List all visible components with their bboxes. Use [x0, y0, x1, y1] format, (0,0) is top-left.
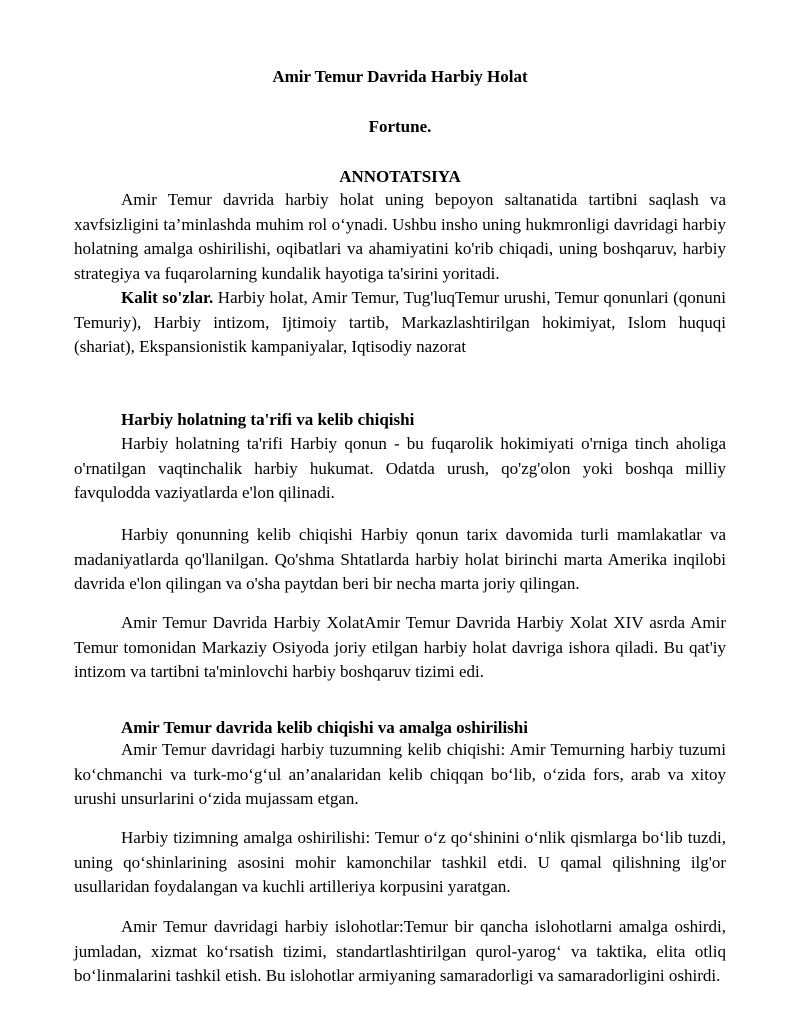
annotation-heading: ANNOTATSIYA: [339, 167, 461, 186]
section2-p1-text: Amir Temur davridagi harbiy tuzumning kelib chiqishi: Amir Temurning harbiy tuzumi ko‘chmanchi va turk-mo‘g‘ul an’analaridan kelib chiqqan bo‘lib, o‘zida fors, arab va xitoy urushi unsurlarini o‘zida mujassam etgan.: [74, 740, 726, 808]
document-author: Fortune.: [368, 117, 432, 136]
section1-paragraph-2: [74, 523, 726, 597]
keywords-label: Kalit so'zlar.: [121, 288, 214, 307]
document-title: Amir Temur Davrida Harbiy Holat: [272, 67, 528, 86]
section2-paragraph-2: [74, 826, 726, 900]
keywords-paragraph: [74, 286, 726, 360]
section2-paragraph-1: [74, 738, 726, 812]
annotation-paragraph: Amir Temur davrida harbiy holat uning bepoyon saltanatida tartibni saqlash va xavfsizligini ta’minlashda muhim rol o‘ynadi. Ushbu insho uning hukmronligi davridagi harbiy holatning amalga oshirilishi, oqibatlari va ahamiyatini ko'rib chiqadi, uning boshqaruv, harbiy strategiya va fuqarolarning kundalik hayotiga ta'sirini yoritadi.: [74, 190, 726, 283]
section1-p3-text: Amir Temur Davrida Harbiy XolatAmir Temur Davrida Harbiy Xolat XIV asrda Amir Temur tomonidan Markaziy Osiyoda joriy etilgan harbiy holat davriga ishora qiladi. Bu qat'iy intizom va tartibni ta'minlovchi harbiy boshqaruv tizimi edi.: [74, 613, 726, 681]
section2-p2-text: Harbiy tizimning amalga oshirilishi: Temur o‘z qo‘shinini o‘nlik qismlarga bo‘lib tuzdi, uning qo‘shinlarining asosini mohir kamonchilar tashkil etdi. U qamal qilishning ilg'or usullaridan foydalangan va kuchli artilleriya korpusini yaratgan.: [74, 828, 726, 896]
annotation-section: [74, 188, 726, 360]
keywords-text: Harbiy holat, Amir Temur, Tug'luqTemur urushi, Temur qonunlari (qonuni Temuriy), Harbiy intizom, Ijtimoiy tartib, Markazlashtirilgan hokimiyat, Islom huquqi (shariat), Ekspansionistik kampaniyalar, Iqtisodiy nazorat: [74, 288, 726, 356]
section1-p1-text: Harbiy holatning ta'rifi Harbiy qonun - bu fuqarolik hokimiyati o'rniga tinch aholiga o'rnatilgan vaqtinchalik harbiy hukumat. Odatda urush, qo'zg'olon yoki boshqa milliy favqulodda vaziyatlarda e'lon qilinadi.: [74, 434, 726, 502]
section1-paragraph-1: [74, 432, 726, 506]
section2-p3-text: Amir Temur davridagi harbiy islohotlar:Temur bir qancha islohotlarni amalga oshirdi, jumladan, xizmat ko‘rsatish tizimi, standartlashtirilgan qurol-yarog‘ va taktika, elita otliq bo‘linmalarini tashkil etish. Bu islohotlar armiyaning samaradorligi va samaradorligini oshirdi.: [74, 917, 726, 985]
section2-paragraph-3: [74, 915, 726, 989]
section1-p2-text: Harbiy qonunning kelib chiqishi Harbiy qonun tarix davomida turli mamlakatlar va madaniyatlarda qo'llanilgan. Qo'shma Shtatlarda harbiy holat birinchi marta Amerika inqilobi davrida e'lon qilingan va o'sha paytdan beri bir necha marta joriy qilingan.: [74, 525, 726, 593]
section1-heading: Harbiy holatning ta'rifi va kelib chiqishi: [121, 410, 415, 429]
section2-heading: Amir Temur davrida kelib chiqishi va amalga oshirilishi: [121, 718, 528, 737]
section1-paragraph-3: [74, 611, 726, 685]
